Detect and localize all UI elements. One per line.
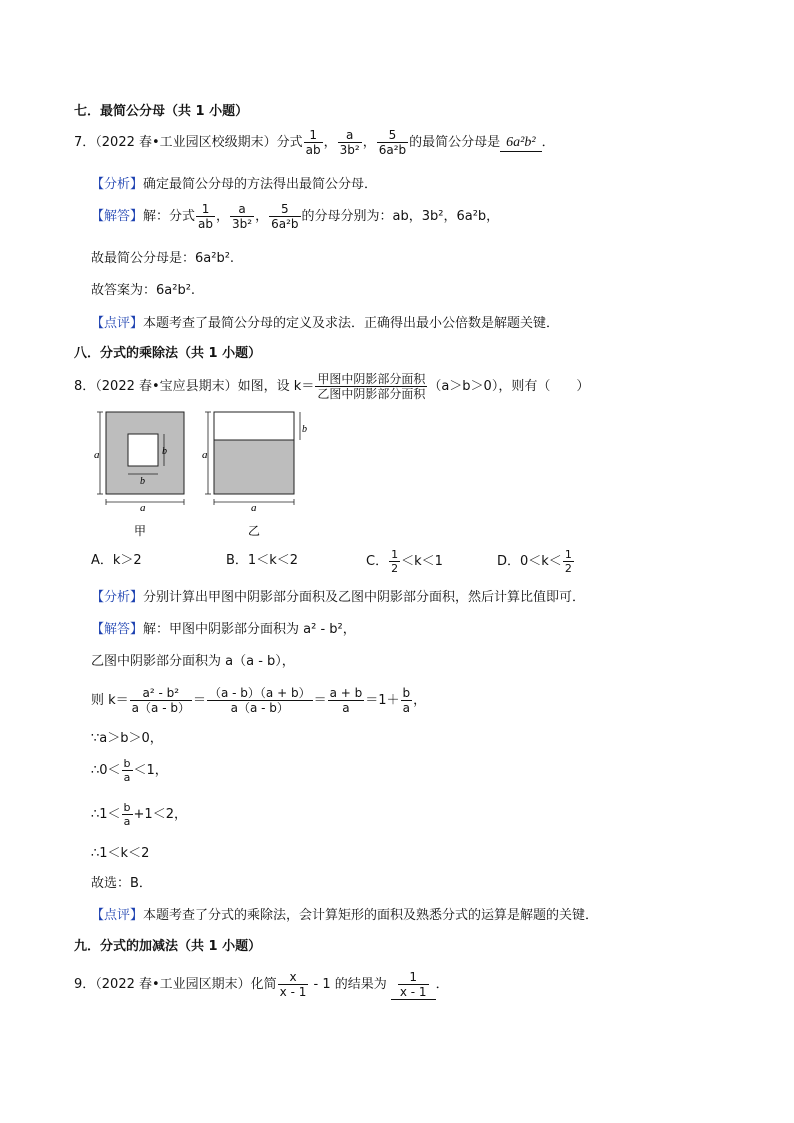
yi-a-left-label: a [202,449,208,461]
analysis-tag: 【分析】 [91,177,144,192]
jia-b-right-label: b [162,446,167,457]
q8-analysis: 【分析】分别计算出甲图中阴影部分面积及乙图中阴影部分面积，然后计算比值即可． [91,590,586,605]
question-8: 8．（2022 春•宝应县期末）如图，设 k＝ $\frac{\text{甲图中阴影部分面积}}{\text{乙图中阴影部分面积}}$ （a＞b＞0），则有（ ） [74,372,590,401]
option-c-frac: $\frac{1}{2}$ [391,548,399,575]
q7-line-b: 故答案为：6a²b². [91,283,196,298]
q7-analysis: 【分析】确定最简公分母的方法得出最简公分母． [91,177,378,192]
jia-a-left-label: a [94,449,100,461]
q8-frac-2: $\frac{(a - b)(a + b)}{a(a - b)}$ [208,686,311,715]
jia-b-bottom-label: b [140,476,145,487]
option-c: C． $\frac{1}{2}$ ＜k＜1 [366,548,443,575]
q7-frac-1: $\frac{1}{ab}$ [305,128,321,157]
q8-solution: 【解答】解：甲图中阴影部分面积为 a² - b²， [91,622,356,637]
q8-frac-3: $\frac{a + b}{a}$ [329,686,363,715]
q7-frac-2: $\frac{a}{\text{3b²}}$ [339,128,360,157]
q8-comment: 【点评】本题考查了分式的乘除法，会计算矩形的面积及熟悉分式的运算是解题的关键． [91,908,599,923]
question-9: 9．（2022 春•工业园区期末）化简 $\frac{x}{x - 1}$ - 1 的结果为 $\frac{1}{x - 1}$ ． [74,970,449,999]
option-d-frac: $\frac{1}{2}$ [564,548,572,575]
option-a: A．k＞2 [91,553,142,568]
q8-sol-line-2: 乙图中阴影部分面积为 a（a - b）， [91,654,295,669]
yi-a-bottom-label: a [251,502,257,514]
q7-answer: 6a²b² [500,135,541,152]
q7-sol-frac-3: $\frac{5}{\text{6a²b}}$ [271,202,299,231]
q8-sol-line-8: 故选：B． [91,876,152,891]
figure-yi [202,412,307,538]
q8-sol6-frac: $\frac{b}{a}$ [123,801,131,828]
yi-b-right-label: b [302,424,307,435]
q7-comment: 【点评】本题考查了最简公分母的定义及求法．正确得出最小公倍数是解题关键． [91,316,560,331]
jia-a-bottom-label: a [140,502,146,514]
jia-caption: 甲 [134,524,147,538]
q8-sol-line-6: ∴1＜ $\frac{b}{a}$ +1＜2， [91,801,187,828]
q9-frac: $\frac{x}{x - 1}$ [279,970,307,999]
q7-prefix: 7．（2022 春•工业园区校级期末）分式 [74,135,303,150]
q8-k-frac: $\frac{\text{甲图中阴影部分面积}}{\text{乙图中阴影部分面积}}$ [317,372,426,401]
yi-caption: 乙 [248,524,261,538]
q7-sol-frac-2: $\frac{a}{\text{3b²}}$ [232,202,253,231]
q8-sol-line-5: ∴0＜ $\frac{b}{a}$ ＜1， [91,757,168,784]
option-d: D．0＜k＜ $\frac{1}{2}$ [497,548,572,575]
figures [92,408,312,543]
q8-sol-line-7: ∴1＜k＜2 [91,846,150,861]
q8-frac-4: $\frac{b}{a}$ [402,686,411,715]
section-9-heading: 九．分式的加减法（共 1 小题） [74,939,262,954]
q8-sol-line-3: 则 k＝ $\frac{\text{a² - b²}}{a(a - b)}$ ＝ $\frac{(a - b)(a + b)}{a(a - b)}$ ＝ $\frac{a + b}{a}$ ＝1＋ $\frac{b}{a}$ ， [91,686,427,715]
q7-sol-frac-1: $\frac{1}{ab}$ [198,202,214,231]
q8-sol-line-4: ∵a＞b＞0， [91,731,163,746]
q7-frac-3: $\frac{5}{\text{6a²b}}$ [378,128,407,157]
q9-answer-frac: $\frac{1}{x - 1}$ [399,970,427,999]
solution-tag: 【解答】 [91,209,144,224]
question-7: 7．（2022 春•工业园区校级期末）分式 $\frac{1}{ab}$ ， $\frac{a}{\text{3b²}}$ ， $\frac{5}{\text{6a²b}}$ 的最简公分母是 6a²b² ． [74,128,555,157]
figure-jia [94,412,184,538]
q7-suffix: 的最简公分母是 [409,135,501,150]
comment-tag: 【点评】 [91,316,144,331]
option-b: B．1＜k＜2 [226,553,298,568]
section-8-heading: 八．分式的乘除法（共 1 小题） [74,346,262,361]
q7-solution: 【解答】解：分式 $\frac{1}{ab}$ ， $\frac{a}{\text{3b²}}$ ， $\frac{5}{\text{6a²b}}$ 的分母分别为：ab，3b²，6a²b， [91,202,500,231]
q8-sol5-frac: $\frac{b}{a}$ [123,757,131,784]
q9-answer [391,970,436,1000]
q7-line-a: 故最简公分母是：6a²b². [91,251,235,266]
section-7-heading: 七．最简公分母（共 1 小题） [74,104,249,119]
q8-frac-1: $\frac{\text{a² - b²}}{a(a - b)}$ [131,686,190,715]
